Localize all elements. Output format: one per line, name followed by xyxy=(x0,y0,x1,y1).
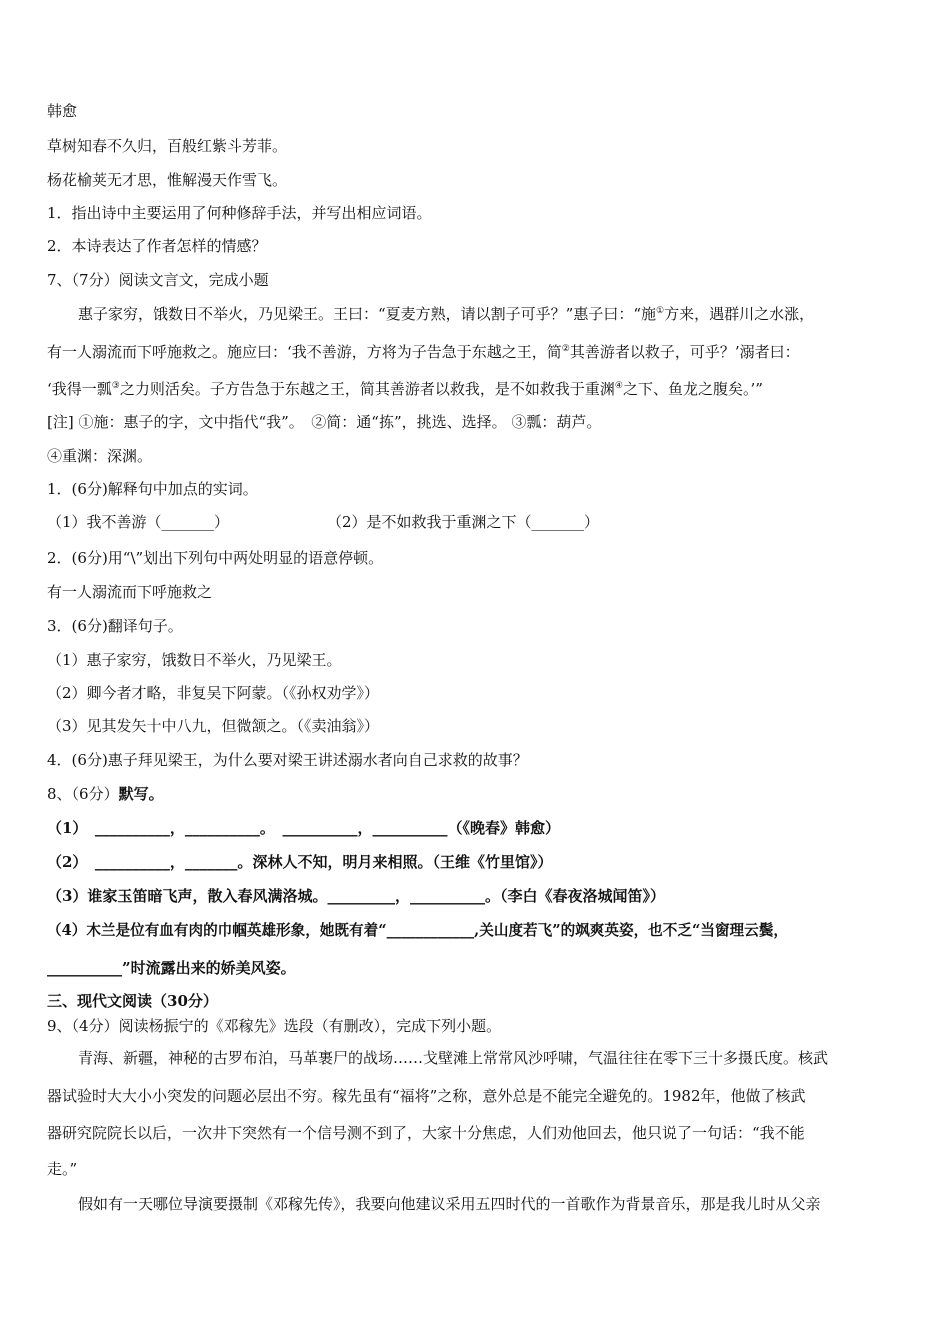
q7-sub-1a: （1）我不善游（_______） xyxy=(47,513,230,531)
poem-author: 韩愈 xyxy=(47,102,78,120)
q7-sub-3c: （3）见其发矢十中八九，但微颔之。（《卖油翁》） xyxy=(47,717,380,735)
q7-sub-4: 4．(6分)惠子拜见梁王，为什么要对梁王讲述溺水者向自己求救的故事？ xyxy=(47,751,528,769)
q7-note-1: [注] ①施：惠子的字，文中指代“我”。 ②简：通“拣”，挑选、选择。 ③瓢：葫芦。 xyxy=(47,413,602,431)
q7-passage-line-3: ‘我得一瓢③之力则活矣。子方告急于东越之王，简其善游者以救我，是不如救我于重渊④之下、鱼龙之腹矣。’” xyxy=(47,380,763,398)
q8-line-2: （2） __________，_______。深林人不知，明月来相照。（王维《竹里馆》） xyxy=(47,853,553,871)
q7-sub-3: 3．(6分)翻译句子。 xyxy=(47,617,183,635)
footnote-mark-1: ① xyxy=(656,306,665,316)
q8-line-1: （1） __________，__________。 __________，__________（《晚春》韩愈） xyxy=(47,819,560,837)
footnote-mark-2: ② xyxy=(561,344,570,354)
q7-header: 7、（7分）阅读文言文，完成小题 xyxy=(47,271,269,289)
q7-sub-1: 1．(6分)解释句中加点的实词。 xyxy=(47,480,258,498)
q7-passage-line-1: 惠子家穷，饿数日不举火，乃见梁王。王曰：“夏麦方熟，请以割子可乎？”惠子曰：“施①方来，遇群川之水涨， xyxy=(78,305,815,323)
poem-question-2: 2．本诗表达了作者怎样的情感？ xyxy=(47,237,267,255)
q9-header: 9、（4分）阅读杨振宁的《邓稼先》选段（有删改），完成下列小题。 xyxy=(47,1017,502,1035)
q8-line-4a: （4）木兰是位有血有肉的巾帼英雄形象，她既有着“____________,关山度若飞”的飒爽英姿，也不乏“当窗理云鬓， xyxy=(47,922,788,939)
q8-line-4b: __________”时流露出来的娇美风姿。 xyxy=(47,959,296,977)
q8-line-3: （3）谁家玉笛暗飞声，散入春风满洛城。_________，__________。（李白《春夜洛城闻笛》） xyxy=(47,887,665,905)
footnote-mark-3: ③ xyxy=(111,381,120,391)
q9-para-1-line-4: 走。” xyxy=(47,1160,78,1178)
q7-sub-1b: （2）是不如救我于重渊之下（_______） xyxy=(327,513,600,531)
q8-header: 8、（6分）默写。 xyxy=(47,785,164,803)
poem-line-2: 杨花榆荚无才思，惟解漫天作雪飞。 xyxy=(47,171,288,189)
q7-passage-line-2: 有一人溺流而下呼施救之。施应曰：‘我不善游，方将为子告急于东越之王，简②其善游者以救子，可乎？’溺者曰： xyxy=(47,343,800,361)
poem-line-1: 草树知春不久归，百般红紫斗芳菲。 xyxy=(47,137,288,155)
q7-sub-3a: （1）惠子家穷，饿数日不举火，乃见梁王。 xyxy=(47,651,342,669)
q9-para-1-line-2: 器试验时大大小小突发的问题必层出不穷。稼先虽有“福将”之称，意外总是不能完全避免的。1982年，他做了核武 xyxy=(47,1087,806,1105)
section-3-title: 三、现代文阅读（30分） xyxy=(47,992,218,1010)
q9-para-1-line-3: 器研究院院长以后，一次井下突然有一个信号测不到了，大家十分焦虑，人们劝他回去，他只说了一句话：“我不能 xyxy=(47,1124,805,1142)
q7-note-2: ④重渊：深渊。 xyxy=(47,447,153,465)
q9-para-2-line-1: 假如有一天哪位导演要摄制《邓稼先传》，我要向他建议采用五四时代的一首歌作为背景音乐，那是我儿时从父亲 xyxy=(78,1195,821,1213)
q7-sub-2-text: 有一人溺流而下呼施救之 xyxy=(47,583,213,601)
poem-question-1: 1．指出诗中主要运用了何种修辞手法，并写出相应词语。 xyxy=(47,204,432,222)
q7-sub-2: 2．(6分)用“\”划出下列句中两处明显的语意停顿。 xyxy=(47,549,384,567)
q9-para-1-line-1: 青海、新疆，神秘的古罗布泊，马革裹尸的战场……戈壁滩上常常风沙呼啸，气温往往在零下三十多摄氏度。核武 xyxy=(78,1049,829,1067)
footnote-mark-4: ④ xyxy=(614,381,623,391)
q7-sub-3b: （2）卿今者才略，非复吴下阿蒙。（《孙权劝学》） xyxy=(47,684,380,702)
